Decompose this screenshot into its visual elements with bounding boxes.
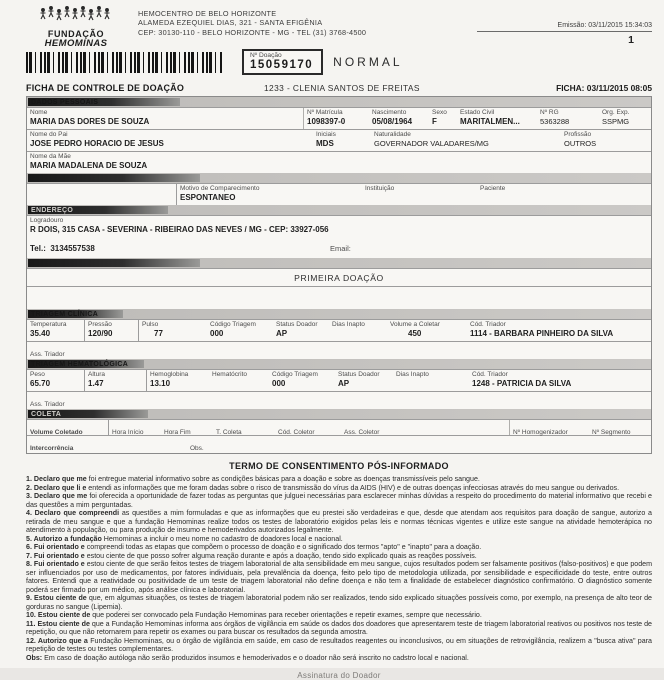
- section-label: DADOS PESSOAIS: [27, 99, 98, 106]
- field-label: Org. Exp.: [602, 109, 648, 117]
- field-value: [365, 193, 474, 203]
- field-volume-coletado: [27, 420, 109, 435]
- field-peso: [27, 370, 85, 391]
- consent-item-6: 6. Fui orientado e compreendi todas as etapas que compõem o processo de doação e o significado dos termos "apto" e "inapto" para a doação.: [26, 543, 652, 552]
- field-hemoglobina: [147, 370, 209, 391]
- field-label: Nº Matrícula: [307, 109, 366, 117]
- logo-text-fundacao: FUNDAÇÃO: [26, 29, 126, 39]
- field-label: Altura: [88, 371, 143, 379]
- field-email: [327, 237, 651, 258]
- logo-text-hemominas: HEMOMINAS: [26, 39, 126, 49]
- barcode-row: [26, 49, 652, 75]
- consent-item-7: 7. Fui orientado e estou ciente de que posso sofrer alguma reação durante e após a doação, tendo sido explicado quais as reações possíveis.: [26, 552, 652, 561]
- field-label: Logradouro: [30, 217, 648, 225]
- field-telefone: [27, 237, 327, 258]
- row-motivo: [27, 183, 651, 205]
- form-datetime: FICHA: 03/11/2015 08:05: [556, 83, 652, 93]
- scan-smudge: [28, 174, 200, 182]
- section-label: TRIAGEM CLÍNICA: [27, 311, 98, 318]
- termo-title: TERMO DE CONSENTIMENTO PÓS-INFORMADO: [26, 461, 652, 471]
- field-value: JOSE PEDRO HORACIO DE JESUS: [30, 139, 310, 149]
- field-label: Volume a Coletar: [390, 321, 464, 329]
- field-label: Peso: [30, 371, 81, 379]
- row-coleta-labels: [27, 419, 651, 435]
- field-iniciais: [313, 130, 371, 151]
- field-label: Intercorrência: [30, 445, 73, 452]
- field-value: F: [432, 117, 454, 127]
- field-value: 1098397-0: [307, 117, 366, 127]
- field-value: 77: [142, 329, 204, 339]
- org-line-2: ALAMEDA EZEQUIEL DIAS, 321 - SANTA EFIGÊNIA: [138, 18, 477, 27]
- field-profissao: [561, 130, 651, 151]
- donor-signature-label: Assinatura do Doador: [26, 671, 652, 680]
- field-rg: [537, 108, 599, 129]
- row-tel-email: [27, 237, 651, 258]
- field-label: Cód. Triador: [472, 371, 648, 379]
- header-right: [477, 6, 652, 49]
- section-bar-unlabeled-2: [27, 258, 651, 268]
- field-label: Paciente: [480, 185, 648, 193]
- hemominas-logo: [26, 6, 126, 49]
- field-label: Instituição: [365, 185, 474, 193]
- field-value: 5363288: [540, 117, 596, 127]
- field-label: Temperatura: [30, 321, 81, 329]
- field-label: T. Coleta: [216, 429, 242, 436]
- field-label: Hematócrito: [212, 371, 266, 379]
- field-label: Pressão: [88, 321, 135, 329]
- donation-number-value: 15059170: [250, 59, 313, 71]
- field-value: MDS: [316, 139, 368, 149]
- section-label: COLETA: [27, 411, 61, 418]
- field-label: Nº Segmento: [592, 429, 631, 436]
- consent-item-1: 1. Declaro que me foi entregue material informativo sobre as condições básicas para a doação e sobre as doenças transmissíveis pelo sangue.: [26, 475, 652, 484]
- field-value: 000: [272, 379, 332, 389]
- field-hematocrito: [209, 370, 269, 391]
- field-label: Pulso: [142, 321, 204, 329]
- status-badge: NORMAL: [333, 55, 402, 69]
- row-triagem-hematologica: [27, 369, 651, 391]
- field-intercorrencia: [27, 436, 187, 453]
- field-label: Profissão: [564, 131, 648, 139]
- field-value: [332, 329, 384, 339]
- consent-item-2: 2. Declaro que li e entendi as informações que me foram dadas sobre o risco de transmissão do vírus da AIDS (HIV) e de outras doenças infecciosas através do meu sangue ou derivados.: [26, 484, 652, 493]
- field-value: [212, 379, 266, 389]
- title-bar: [26, 83, 652, 93]
- field-ass-coletor: [341, 420, 509, 435]
- field-homogenizador: [509, 420, 589, 435]
- field-value: [396, 379, 466, 389]
- field-dias-inapto: [393, 370, 469, 391]
- field-hora-fim: [161, 420, 213, 435]
- field-codigo-triagem: [207, 320, 273, 341]
- ass-triador-clinica: [27, 341, 651, 359]
- field-label: Email:: [330, 244, 351, 253]
- field-value: MARIA MADALENA DE SOUZA: [30, 161, 648, 171]
- header: [26, 6, 652, 49]
- field-value: 05/08/1964: [372, 117, 426, 127]
- field-nome-mae: [27, 152, 651, 173]
- field-value: AP: [338, 379, 390, 389]
- field-volume-coletar: [387, 320, 467, 341]
- field-dias-inapto: [329, 320, 387, 341]
- field-status-doador: [273, 320, 329, 341]
- row-triagem-clinica: [27, 319, 651, 341]
- row-intercorrencia: [27, 435, 651, 453]
- scan-smudge: [28, 259, 200, 267]
- field-value: ESPONTANEO: [180, 193, 359, 203]
- row-pai: [27, 129, 651, 151]
- field-cod-triador: [469, 370, 651, 391]
- field-label: Motivo de Comparecimento: [180, 185, 359, 193]
- field-value: GOVERNADOR VALADARES/MG: [374, 139, 558, 149]
- field-sexo: [429, 108, 457, 129]
- field-status-doador: [335, 370, 393, 391]
- org-line-3: CEP: 30130-110 - BELO HORIZONTE - MG - TEL (31) 3768-4500: [138, 28, 477, 37]
- consent-item-5: 5. Autorizo a fundação Hemominas a incluir o meu nome no cadastro de doadores local e nacional.: [26, 535, 652, 544]
- field-logradouro: [27, 216, 651, 237]
- field-value: SSPMG: [602, 117, 648, 127]
- consent-item-12: 12. Autorizo que a Fundação Hemominas, ou o órgão de vigilância em saúde, em caso de resultados reagentes ou inconclusivos, ou em situações de retrovigilância, realizem a "busca ativa" para repetição de testes ou testes complementares.: [26, 637, 652, 654]
- empty-notes-box: [27, 286, 651, 309]
- people-figures-icon: [37, 6, 115, 24]
- row-mae: [27, 151, 651, 173]
- field-org-exp: [599, 108, 651, 129]
- consent-text-block: [26, 475, 652, 662]
- field-label: Nome: [30, 109, 300, 117]
- field-value: MARITALMEN...: [460, 117, 534, 127]
- field-label: Status Doador: [276, 321, 326, 329]
- field-label: Código Triagem: [272, 371, 332, 379]
- section-bar-dados-pessoais: [27, 97, 651, 107]
- row-nome: [27, 107, 651, 129]
- field-value: OUTROS: [564, 139, 648, 149]
- row-logradouro: [27, 215, 651, 237]
- field-label: Ass. Triador: [30, 401, 65, 408]
- field-label: Dias Inapto: [332, 321, 384, 329]
- field-value: 35.40: [30, 329, 81, 339]
- field-label: Naturalidade: [374, 131, 558, 139]
- section-bar-unlabeled-1: [27, 173, 651, 183]
- field-label: Cód. Coletor: [278, 429, 315, 436]
- field-label: Dias Inapto: [396, 371, 466, 379]
- section-label: ENDEREÇO: [27, 207, 73, 214]
- form-body: [26, 96, 652, 454]
- field-value: 1.47: [88, 379, 143, 389]
- field-label: Nascimento: [372, 109, 426, 117]
- emission-timestamp: Emissão: 03/11/2015 15:34:03: [477, 22, 652, 32]
- field-value: R DOIS, 315 CASA - SEVERINA - RIBEIRAO DAS NEVES / MG - CEP: 33927-056: [30, 225, 648, 235]
- ass-triador-hematologica: [27, 391, 651, 409]
- section-bar-endereco: [27, 205, 651, 215]
- field-label: Hora Início: [112, 429, 143, 436]
- field-label: Hemoglobina: [150, 371, 206, 379]
- section-label: TRIAGEM HEMATOLÓGICA: [27, 361, 128, 368]
- consent-item-9: 9. Estou ciente de que, em algumas situações, os testes de triagem laboratorial podem não ser realizados, tendo sido explicado situações possíveis como, por exemplo, na presença de alto teor de gorduras no sangue (Lipemia).: [26, 594, 652, 611]
- field-value: 450: [390, 329, 464, 339]
- field-nome-pai: [27, 130, 313, 151]
- empty-cell: [27, 184, 177, 205]
- field-label: Iniciais: [316, 131, 368, 139]
- field-estado-civil: [457, 108, 537, 129]
- consent-item-3: 3. Declaro que me foi oferecida a oportunidade de fazer todas as perguntas que julguei necessárias para esclarecer minhas dúvidas a respeito do procedimento do material informativo que recebi e das questões a mim perguntadas.: [26, 492, 652, 509]
- field-cod-triador: [467, 320, 651, 341]
- field-label: Ass. Coletor: [344, 429, 379, 436]
- field-temperatura: [27, 320, 85, 341]
- consent-item-10: 10. Estou ciente de que poderei ser convocado pela Fundação Hemominas para receber orientações e repetir exames, sempre que necessário.: [26, 611, 652, 620]
- section-bar-triagem-clinica: [27, 309, 651, 319]
- field-label: Ass. Triador: [30, 351, 65, 358]
- page-number: 1: [477, 34, 634, 46]
- field-segmento: [589, 420, 651, 435]
- field-value: AP: [276, 329, 326, 339]
- field-matricula: [303, 108, 369, 129]
- field-pulso: [139, 320, 207, 341]
- field-paciente: [477, 184, 651, 205]
- field-label: Estado Civil: [460, 109, 534, 117]
- field-nome: [27, 108, 303, 129]
- field-hora-inicio: [109, 420, 161, 435]
- field-value: MARIA DAS DORES DE SOUZA: [30, 117, 300, 127]
- form-title: FICHA DE CONTROLE DE DOAÇÃO: [26, 83, 264, 93]
- field-label: Nome do Pai: [30, 131, 310, 139]
- field-altura: [85, 370, 147, 391]
- field-label: Nome da Mãe: [30, 153, 648, 161]
- primeira-doacao-banner: PRIMEIRA DOAÇÃO: [27, 268, 651, 286]
- consent-item-11: 11. Estou ciente de que a Fundação Hemominas informa aos órgãos de vigilância em saúde os dados dos doadores que apresentarem teste de triagem laboratorial reativos ou positivos nos teste de repetição, ou que não retornarem para repetir os exames ou para buscar os resultados da segunda amostra.: [26, 620, 652, 637]
- field-motivo-comparecimento: [177, 184, 362, 205]
- field-label: Tel.:: [30, 244, 46, 253]
- field-value: 1248 - PATRICIA DA SILVA: [472, 379, 648, 389]
- consent-item-8: 8. Fui orientado e estou ciente de que serão feitos testes de triagem laboratorial de alta sensibilidade em meu sangue, cujos resultados podem ser falsamente positivos (falso-positivos) e que podem ser influenciados por uso de medicamentos, por fatores individuais, pela prevalência da doença, feito pelo tipo de metodologia utilizada, por sensibilidade e especificidade do teste, entre outros fatores. Entendi que a reatividade ou positividade de um teste de triagem laboratorial não define doença e não tem a finalidade de estabelecer diagnóstico confirmatório. O diagnóstico somente poderá ser firmado por um médico, após análise clínica e laboratorial.: [26, 560, 652, 594]
- field-instituicao: [362, 184, 477, 205]
- field-value: 3134557538: [50, 244, 95, 253]
- field-value: [480, 193, 648, 203]
- donation-number-label: Nº Doação: [250, 52, 313, 59]
- field-label: Nº RG: [540, 109, 596, 117]
- field-value: 120/90: [88, 329, 135, 339]
- barcode-icon: [26, 52, 222, 73]
- section-bar-triagem-hematologica: [27, 359, 651, 369]
- field-label: Obs.: [190, 445, 204, 452]
- field-label: Nº Homogenizador: [513, 429, 568, 436]
- field-obs: [187, 436, 651, 453]
- section-bar-coleta: [27, 409, 651, 419]
- field-value: 65.70: [30, 379, 81, 389]
- field-codigo-triagem: [269, 370, 335, 391]
- org-line-1: HEMOCENTRO DE BELO HORIZONTE: [138, 9, 477, 18]
- field-value: 13.10: [150, 379, 206, 389]
- field-label: Código Triagem: [210, 321, 270, 329]
- field-value: 000: [210, 329, 270, 339]
- field-cod-coletor: [275, 420, 341, 435]
- field-value: 1114 - BARBARA PINHEIRO DA SILVA: [470, 329, 648, 339]
- donation-number-box: [242, 49, 323, 75]
- org-address-block: [126, 6, 477, 49]
- consent-item-4: 4. Declaro que compreendi as questões a mim formuladas e que as informações que eu prestei são verdadeiras e que, desde que atendam aos requisitos para doação de sangue, autorizo a retirada de meu sangue e que a fundação Hemominas realize todos os testes de laboratório exigidos pelas leis e normas técnicas vigentes e utilize este sangue na atividade hemoterápica no atendimento à população, ou para produção de insumo e hemoderivados autorizados legalmente.: [26, 509, 652, 535]
- field-t-coleta: [213, 420, 275, 435]
- field-pressao: [85, 320, 139, 341]
- field-label: Sexo: [432, 109, 454, 117]
- attendant-name: 1233 - CLENIA SANTOS DE FREITAS: [264, 83, 556, 93]
- field-label: Cód. Triador: [470, 321, 648, 329]
- consent-obs: Obs: Em caso de doação autóloga não serão produzidos insumos e hemoderivados e o doador não será inscrito no cadstro local e nacional.: [26, 654, 652, 663]
- field-label: Volume Coletado: [30, 429, 83, 436]
- field-nascimento: [369, 108, 429, 129]
- field-label: Hora Fim: [164, 429, 191, 436]
- field-label: Status Doador: [338, 371, 390, 379]
- field-naturalidade: [371, 130, 561, 151]
